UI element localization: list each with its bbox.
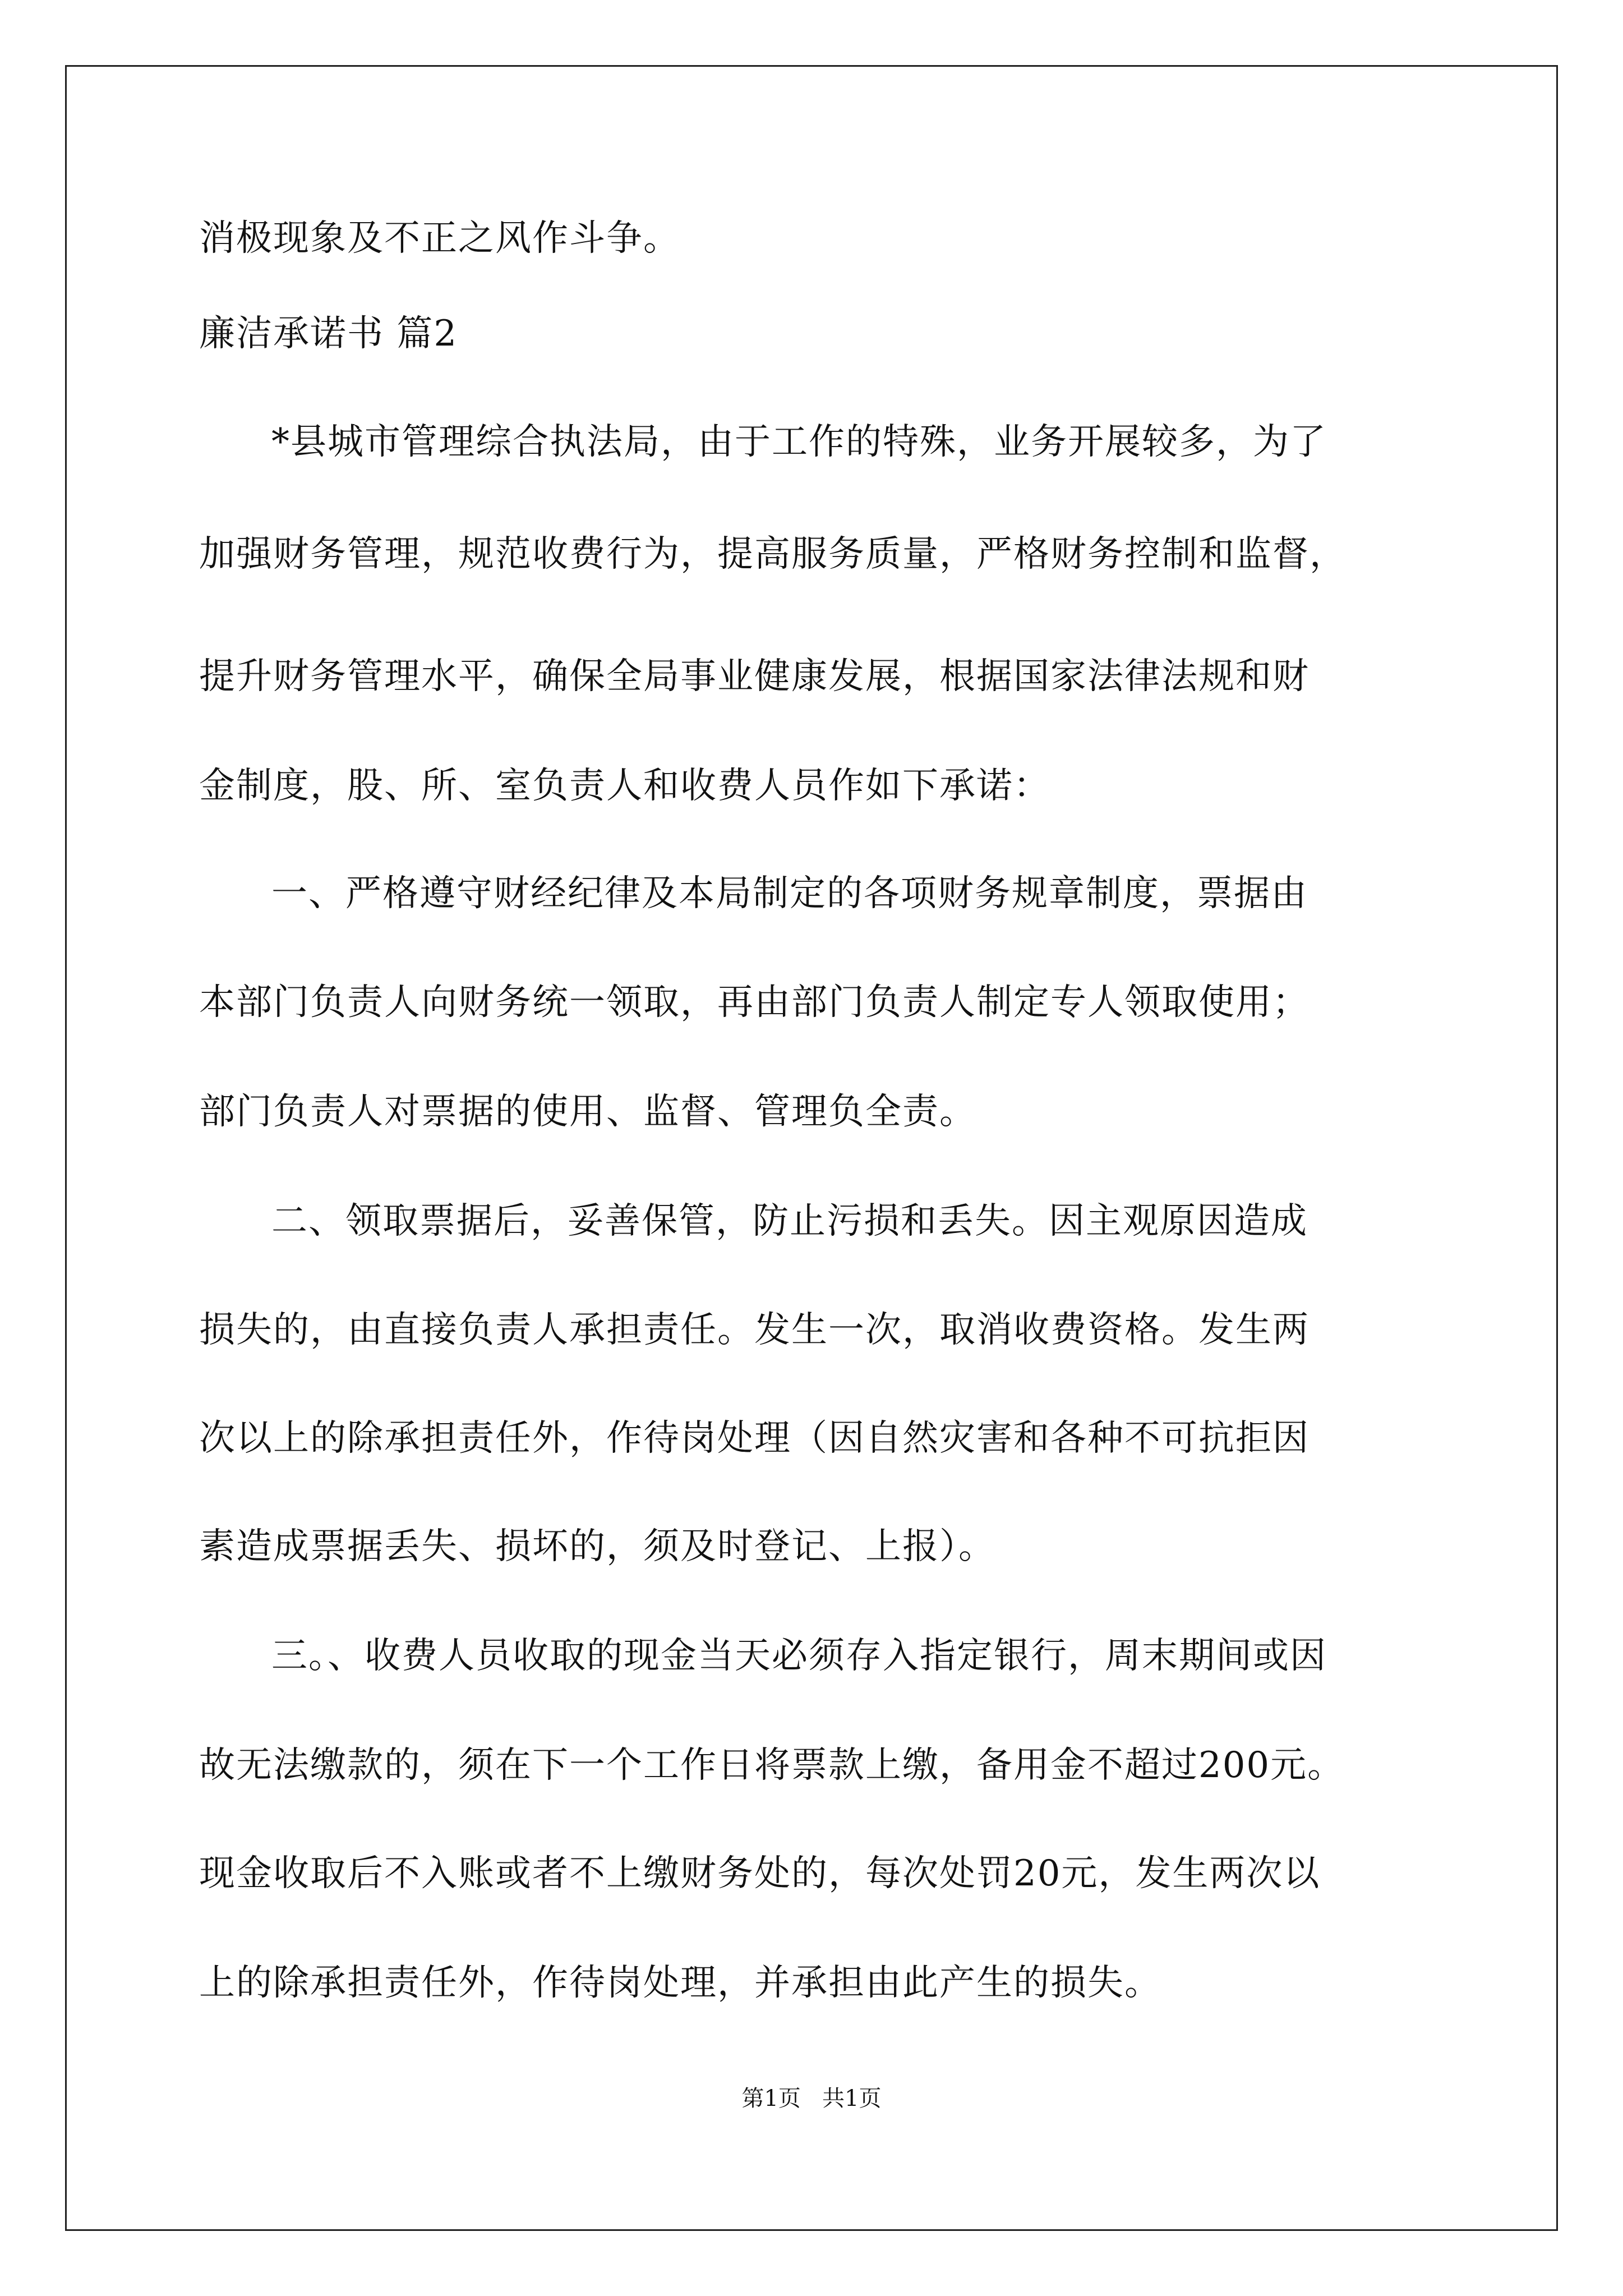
page-number-footer: 第1页 共1页: [741, 2086, 882, 2111]
paragraph-line: 加强财务管理，规范收费行为，提高服务质量，严格财务控制和监督，: [199, 533, 1347, 575]
paragraph-line: 三。、收费人员收取的现金当天必须存入指定银行，周末期间或因: [271, 1635, 1327, 1677]
paragraph-line: 提升财务管理水平，确保全局事业健康发展，根据国家法律法规和财: [199, 656, 1310, 697]
paragraph-line: 二、领取票据后，妥善保管，防止污损和丢失。因主观原因造成: [271, 1200, 1308, 1242]
paragraph-line: 本部门负责人向财务统一领取，再由部门负责人制定专人领取使用；: [199, 982, 1310, 1023]
page-border: [65, 65, 1558, 2231]
paragraph-line: 消极现象及不正之风作斗争。: [199, 218, 680, 259]
paragraph-line: *县城市管理综合执法局，由于工作的特殊，业务开展较多，为了: [271, 421, 1327, 463]
paragraph-line: 素造成票据丢失、损坏的，须及时登记、上报）。: [199, 1526, 995, 1567]
paragraph-line: 一、严格遵守财经纪律及本局制定的各项财务规章制度，票据由: [271, 873, 1308, 914]
paragraph-line: 金制度，股、所、室负责人和收费人员作如下承诺：: [199, 765, 1050, 807]
section-heading: 廉洁承诺书 篇2: [199, 313, 458, 355]
paragraph-line: 现金收取后不入账或者不上缴财务处的，每次处罚20元，发生两次以: [199, 1853, 1321, 1894]
paragraph-line: 损失的，由直接负责人承担责任。发生一次，取消收费资格。发生两: [199, 1309, 1310, 1351]
paragraph-line: 上的除承担责任外，作待岗处理，并承担由此产生的损失。: [199, 1962, 1161, 2004]
paragraph-line: 次以上的除承担责任外，作待岗处理（因自然灾害和各种不可抗拒因: [199, 1418, 1310, 1459]
paragraph-line: 部门负责人对票据的使用、监督、管理负全责。: [199, 1091, 976, 1133]
paragraph-line: 故无法缴款的，须在下一个工作日将票款上缴，备用金不超过200元。: [199, 1745, 1345, 1786]
